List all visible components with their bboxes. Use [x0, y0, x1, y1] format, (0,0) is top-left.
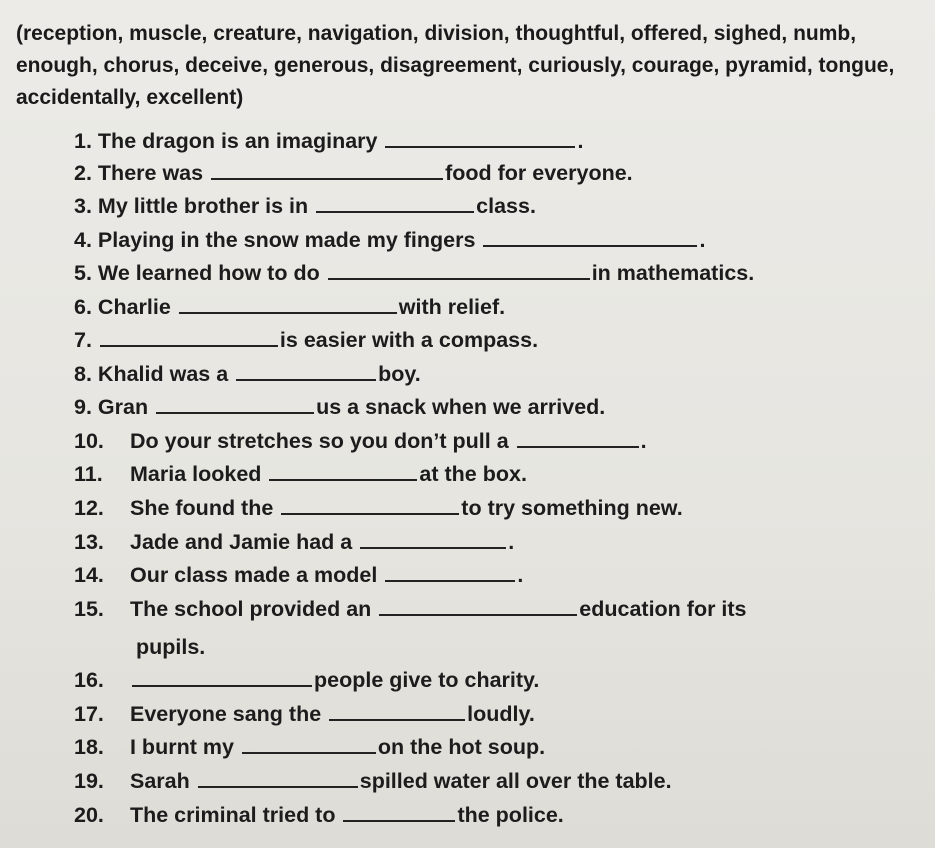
sentence-3	[74, 193, 536, 219]
answer-blank[interactable]	[242, 734, 376, 754]
answer-blank[interactable]	[179, 294, 397, 314]
sentence-18	[74, 734, 545, 760]
sentence-text-after: the police.	[457, 803, 564, 827]
sentence-text-after: is easier with a compass.	[279, 328, 539, 352]
sentence-text-before: The criminal tried to	[129, 803, 336, 827]
sentence-text-after: boy.	[378, 362, 421, 386]
sentence-8	[74, 361, 421, 387]
answer-blank[interactable]	[328, 260, 590, 280]
sentence-number: 8.	[74, 362, 92, 386]
sentence-text-before: We learned how to do	[97, 261, 320, 285]
sentence-text-after: .	[577, 129, 584, 153]
sentence-number: 12.	[74, 496, 104, 520]
answer-blank[interactable]	[483, 227, 697, 247]
sentence-2	[74, 160, 633, 186]
sentence-number: 16.	[74, 668, 104, 692]
sentence-11	[74, 461, 527, 487]
word-bank: (reception, muscle, creature, navigation, division, thoughtful, offered, sighed, numb, enough, chorus, deceive, generous, disagreement, curiously, courage, pyramid, tongue, accidentally, excellent)	[16, 22, 895, 109]
sentence-5	[74, 260, 754, 286]
sentence-text-after: on the hot soup.	[377, 735, 546, 759]
sentence-text-before: The dragon is an imaginary	[97, 129, 378, 153]
answer-blank[interactable]	[281, 495, 459, 515]
sentence-text-before: My little brother is in	[97, 194, 309, 218]
sentence-text-after: .	[640, 429, 647, 453]
sentence-text-after: .	[517, 563, 524, 587]
answer-blank[interactable]	[343, 802, 455, 822]
sentence-text-before: Playing in the snow made my fingers	[97, 228, 476, 252]
sentence-number: 3.	[74, 194, 92, 218]
sentence-text-after: us a snack when we arrived.	[316, 395, 606, 419]
sentence-text-before: There was	[97, 161, 204, 185]
sentence-14	[74, 562, 523, 588]
answer-blank[interactable]	[156, 394, 314, 414]
sentence-number: 1.	[74, 129, 92, 153]
answer-blank[interactable]	[100, 327, 278, 347]
sentence-text-before: pupils.	[136, 635, 206, 659]
sentence-text-before: Our class made a model	[129, 563, 378, 587]
sentence-text-after: spilled water all over the table.	[359, 769, 672, 793]
sentence-number: 10.	[74, 429, 104, 453]
sentence-text-after: .	[508, 530, 515, 554]
answer-blank[interactable]	[517, 428, 639, 448]
sentence-text-after: at the box.	[419, 462, 527, 486]
sentence-text-before: Charlie	[97, 295, 171, 319]
sentence-6	[74, 294, 505, 320]
sentence-number: 19.	[74, 769, 104, 793]
sentence-text-after: loudly.	[467, 702, 535, 726]
sentence-1	[74, 128, 583, 154]
sentence-number: 7.	[74, 328, 92, 352]
answer-blank[interactable]	[360, 529, 506, 549]
sentence-19	[74, 768, 672, 794]
sentence-text-before: Everyone sang the	[129, 702, 322, 726]
sentence-text-before: Sarah	[129, 769, 190, 793]
answer-blank[interactable]	[379, 596, 577, 616]
sentence-16	[74, 667, 539, 693]
sentence-text-after: education for its	[579, 597, 747, 621]
sentence-7	[74, 327, 538, 353]
sentence-text-after: in mathematics.	[591, 261, 755, 285]
answer-blank[interactable]	[132, 667, 312, 687]
sentence-number: 4.	[74, 228, 92, 252]
answer-blank[interactable]	[269, 461, 417, 481]
sentence-10	[74, 428, 647, 454]
sentence-number: 20.	[74, 803, 104, 827]
sentence-number: 9.	[74, 395, 92, 419]
answer-blank[interactable]	[236, 361, 376, 381]
answer-blank[interactable]	[385, 562, 515, 582]
sentence-text-before: Khalid was a	[97, 362, 229, 386]
sentence-text-before: She found the	[129, 496, 274, 520]
sentence-number: 5.	[74, 261, 92, 285]
sentence-text-after: to try something new.	[461, 496, 683, 520]
sentence-text-before: Do your stretches so you don’t pull a	[129, 429, 509, 453]
answer-blank[interactable]	[211, 160, 443, 180]
sentence-number: 14.	[74, 563, 104, 587]
sentence-number: 6.	[74, 295, 92, 319]
sentence-text-after: with relief.	[398, 295, 506, 319]
sentence-20	[74, 802, 564, 828]
sentence-number: 15.	[74, 597, 104, 621]
sentence-text-before: I burnt my	[129, 735, 234, 759]
sentence-15-continued	[136, 634, 205, 660]
answer-blank[interactable]	[316, 193, 474, 213]
sentence-13	[74, 529, 514, 555]
sentence-9	[74, 394, 605, 420]
answer-blank[interactable]	[329, 701, 465, 721]
sentence-text-before: Gran	[97, 395, 149, 419]
sentence-text-after: class.	[476, 194, 536, 218]
sentence-text-before: Jade and Jamie had a	[129, 530, 353, 554]
sentence-text-before: Maria looked	[129, 462, 262, 486]
answer-blank[interactable]	[385, 128, 575, 148]
sentence-15	[74, 596, 747, 622]
sentence-number: 11.	[74, 462, 103, 486]
sentence-number: 17.	[74, 702, 104, 726]
answer-blank[interactable]	[198, 768, 358, 788]
sentence-text-after: .	[699, 228, 706, 252]
sentence-number: 2.	[74, 161, 92, 185]
sentence-17	[74, 701, 535, 727]
sentence-12	[74, 495, 683, 521]
sentence-number: 18.	[74, 735, 104, 759]
sentence-number: 13.	[74, 530, 104, 554]
sentence-text-after: people give to charity.	[313, 668, 540, 692]
sentence-text-after: food for everyone.	[445, 161, 633, 185]
sentence-4	[74, 227, 705, 253]
sentence-text-before: The school provided an	[129, 597, 372, 621]
